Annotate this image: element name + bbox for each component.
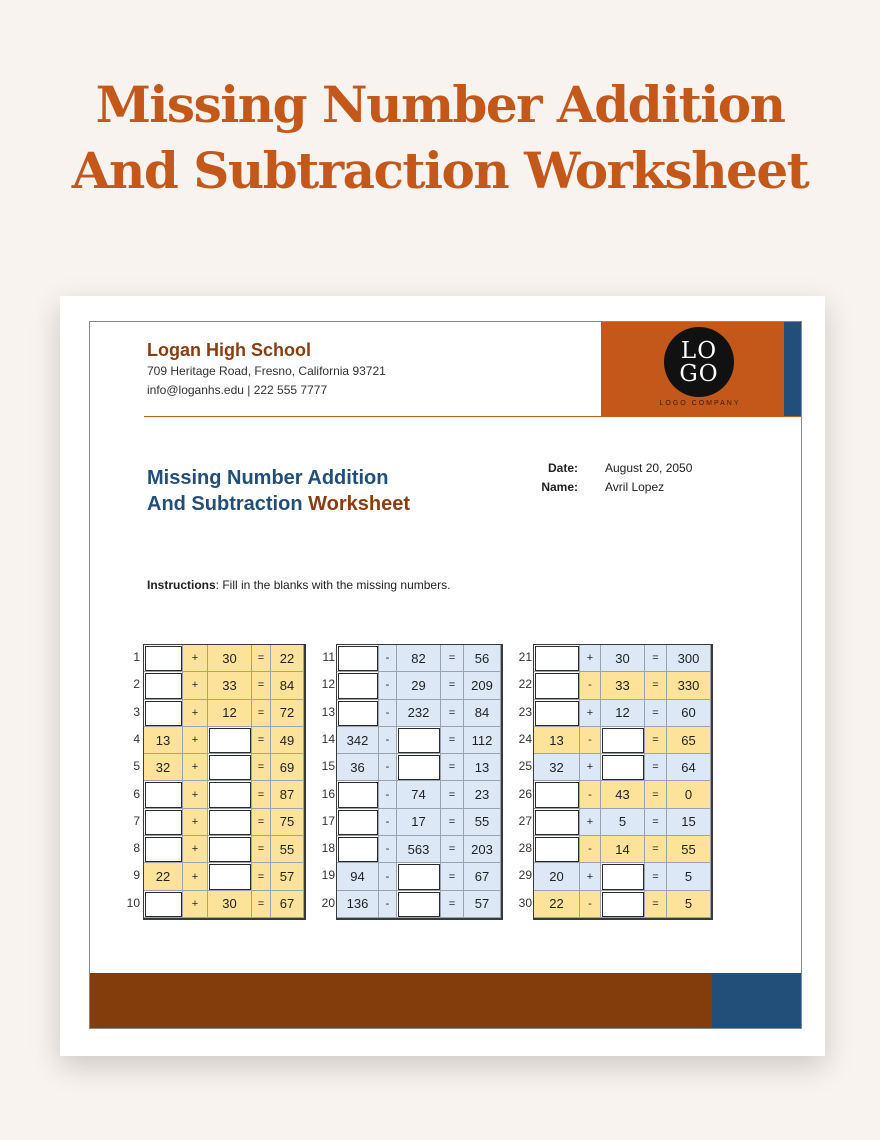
operand-a: 342 <box>337 727 379 754</box>
answer-blank[interactable] <box>337 809 379 836</box>
operator: - <box>580 836 601 863</box>
equals-sign: = <box>441 645 464 672</box>
problem-grid-1 <box>143 644 306 920</box>
operator: + <box>580 700 601 727</box>
equals-sign: = <box>645 809 667 836</box>
problem-row <box>144 781 304 808</box>
problem-number: 26 <box>518 786 532 801</box>
result: 22 <box>271 645 304 672</box>
problem-number: 11 <box>322 650 335 664</box>
operand-a: 32 <box>534 754 580 781</box>
footer-accent <box>712 973 802 1029</box>
problem-row <box>337 700 501 727</box>
operand-b: 29 <box>397 672 441 699</box>
answer-blank[interactable] <box>337 700 379 727</box>
answer-blank[interactable] <box>144 700 183 727</box>
name-label: Name: <box>541 480 578 494</box>
problem-row <box>144 727 304 754</box>
result: 209 <box>464 672 501 699</box>
instructions-label: Instructions <box>147 578 216 592</box>
logo-text-bottom: GO <box>679 361 719 387</box>
operator: + <box>183 727 208 754</box>
problem-row <box>144 891 304 918</box>
operator: + <box>580 754 601 781</box>
operator: + <box>183 891 208 918</box>
answer-blank[interactable] <box>208 727 252 754</box>
result: 112 <box>464 727 501 754</box>
operand-a: 36 <box>337 754 379 781</box>
problem-row <box>337 645 501 672</box>
worksheet-sheet <box>89 321 802 1029</box>
answer-blank[interactable] <box>397 863 441 890</box>
result: 64 <box>667 754 711 781</box>
school-address: 709 Heritage Road, Fresno, California 93721 <box>147 364 386 378</box>
operand-b: 17 <box>397 809 441 836</box>
operand-b: 33 <box>208 672 252 699</box>
problem-number: 15 <box>321 759 335 774</box>
problem-number: 1 <box>133 650 140 664</box>
equals-sign: = <box>252 754 271 781</box>
page-title-line2: And Subtraction Worksheet <box>71 141 809 200</box>
operator: - <box>379 645 397 672</box>
problem-number: 4 <box>133 731 140 746</box>
equals-sign: = <box>441 809 464 836</box>
instructions-text: : Fill in the blanks with the missing numbers. <box>215 578 451 592</box>
problem-number: 10 <box>126 895 140 910</box>
answer-blank[interactable] <box>534 700 580 727</box>
problem-row <box>337 727 501 754</box>
operator: + <box>183 672 208 699</box>
problem-number: 21 <box>518 650 532 664</box>
operand-a: 94 <box>337 863 379 890</box>
page-title-line1: Missing Number Addition <box>95 75 785 134</box>
operand-b: 5 <box>601 809 645 836</box>
operator: - <box>580 727 601 754</box>
equals-sign: = <box>252 809 271 836</box>
date-label: Date: <box>547 461 578 475</box>
page-title <box>0 72 880 204</box>
problem-number: 24 <box>518 731 532 746</box>
operator: - <box>580 781 601 808</box>
result: 0 <box>667 781 711 808</box>
answer-blank[interactable] <box>337 781 379 808</box>
problem-row <box>534 809 711 836</box>
answer-blank[interactable] <box>601 863 645 890</box>
result: 55 <box>667 836 711 863</box>
result: 55 <box>464 809 501 836</box>
operand-b: 30 <box>601 645 645 672</box>
operator: + <box>183 754 208 781</box>
result: 13 <box>464 754 501 781</box>
operator: - <box>379 754 397 781</box>
result: 60 <box>667 700 711 727</box>
answer-blank[interactable] <box>534 781 580 808</box>
answer-blank[interactable] <box>337 672 379 699</box>
result: 65 <box>667 727 711 754</box>
problem-number: 19 <box>321 868 335 883</box>
equals-sign: = <box>645 672 667 699</box>
equals-sign: = <box>441 891 464 918</box>
problem-number: 14 <box>321 731 335 746</box>
equals-sign: = <box>441 836 464 863</box>
problem-row <box>337 672 501 699</box>
result: 67 <box>464 863 501 890</box>
worksheet-title-main: And Subtraction <box>147 493 309 515</box>
equals-sign: = <box>441 754 464 781</box>
problem-row <box>337 863 501 890</box>
result: 72 <box>271 700 304 727</box>
logo-panel <box>601 322 784 416</box>
answer-blank[interactable] <box>534 645 580 672</box>
answer-blank[interactable] <box>144 672 183 699</box>
problem-grid-3 <box>533 644 713 920</box>
equals-sign: = <box>441 727 464 754</box>
result: 57 <box>464 891 501 918</box>
problem-row <box>534 836 711 863</box>
operator: + <box>183 809 208 836</box>
operand-b: 30 <box>208 891 252 918</box>
operator: - <box>379 863 397 890</box>
problem-number: 7 <box>133 813 140 828</box>
school-name: Logan High School <box>147 340 311 360</box>
problem-row <box>534 727 711 754</box>
problem-number: 22 <box>518 677 532 692</box>
equals-sign: = <box>252 836 271 863</box>
result: 57 <box>271 863 304 890</box>
problem-row <box>337 754 501 781</box>
result: 56 <box>464 645 501 672</box>
operator: - <box>379 672 397 699</box>
problem-row <box>144 836 304 863</box>
problem-number: 27 <box>518 813 532 828</box>
equals-sign: = <box>252 672 271 699</box>
problem-row <box>144 672 304 699</box>
operator: - <box>379 809 397 836</box>
result: 5 <box>667 891 711 918</box>
equals-sign: = <box>645 700 667 727</box>
equals-sign: = <box>645 754 667 781</box>
result: 23 <box>464 781 501 808</box>
equals-sign: = <box>252 645 271 672</box>
operand-b: 563 <box>397 836 441 863</box>
problem-row <box>534 700 711 727</box>
result: 69 <box>271 754 304 781</box>
equals-sign: = <box>645 645 667 672</box>
result: 84 <box>464 700 501 727</box>
result: 67 <box>271 891 304 918</box>
result: 87 <box>271 781 304 808</box>
equals-sign: = <box>252 700 271 727</box>
problem-number: 2 <box>133 677 140 692</box>
result: 203 <box>464 836 501 863</box>
equals-sign: = <box>441 700 464 727</box>
problem-number: 20 <box>321 895 335 910</box>
operand-b: 33 <box>601 672 645 699</box>
equals-sign: = <box>645 836 667 863</box>
answer-blank[interactable] <box>337 645 379 672</box>
answer-blank[interactable] <box>397 754 441 781</box>
equals-sign: = <box>252 727 271 754</box>
problem-number: 16 <box>321 786 335 801</box>
problem-number: 5 <box>133 759 140 774</box>
operand-b: 82 <box>397 645 441 672</box>
result: 55 <box>271 836 304 863</box>
problem-row <box>534 781 711 808</box>
result: 300 <box>667 645 711 672</box>
worksheet-paper <box>60 296 825 1056</box>
problem-number: 12 <box>321 677 335 692</box>
operator: - <box>379 781 397 808</box>
equals-sign: = <box>252 781 271 808</box>
answer-blank[interactable] <box>397 891 441 918</box>
answer-blank[interactable] <box>208 781 252 808</box>
problem-number: 3 <box>133 704 140 719</box>
result: 75 <box>271 809 304 836</box>
footer-band <box>90 973 712 1029</box>
problem-row <box>337 809 501 836</box>
operator: + <box>183 700 208 727</box>
result: 330 <box>667 672 711 699</box>
answer-blank[interactable] <box>601 727 645 754</box>
operand-b: 12 <box>208 700 252 727</box>
operator: + <box>580 645 601 672</box>
equals-sign: = <box>441 863 464 890</box>
worksheet-title-line1: Missing Number Addition <box>147 467 389 489</box>
result: 49 <box>271 727 304 754</box>
name-value: Avril Lopez <box>605 480 665 494</box>
answer-blank[interactable] <box>534 809 580 836</box>
equals-sign: = <box>645 727 667 754</box>
problem-row <box>144 863 304 890</box>
instructions <box>147 578 450 592</box>
equals-sign: = <box>441 672 464 699</box>
operand-a: 22 <box>144 863 183 890</box>
problem-row <box>144 809 304 836</box>
problem-number: 13 <box>321 704 335 719</box>
equals-sign: = <box>252 863 271 890</box>
answer-blank[interactable] <box>208 836 252 863</box>
problem-number: 18 <box>321 841 335 856</box>
operand-a: 22 <box>534 891 580 918</box>
answer-blank[interactable] <box>208 863 252 890</box>
operator: + <box>183 781 208 808</box>
operand-a: 136 <box>337 891 379 918</box>
school-contact[interactable]: info@loganhs.edu | 222 555 7777 <box>147 383 328 397</box>
answer-blank[interactable] <box>534 836 580 863</box>
date-value: August 20, 2050 <box>605 461 693 475</box>
operator: - <box>379 891 397 918</box>
operand-b: 30 <box>208 645 252 672</box>
answer-blank[interactable] <box>337 836 379 863</box>
problem-number: 28 <box>518 841 532 856</box>
operator: - <box>379 727 397 754</box>
answer-blank[interactable] <box>601 754 645 781</box>
operand-a: 13 <box>534 727 580 754</box>
problem-number: 30 <box>518 895 532 910</box>
problem-row <box>534 863 711 890</box>
problem-row <box>144 754 304 781</box>
operand-b: 43 <box>601 781 645 808</box>
equals-sign: = <box>645 891 667 918</box>
problem-grid-2 <box>336 644 503 920</box>
operator: + <box>580 809 601 836</box>
problem-row <box>534 645 711 672</box>
problem-row <box>144 645 304 672</box>
result: 5 <box>667 863 711 890</box>
operator: - <box>379 836 397 863</box>
problem-number: 17 <box>321 813 335 828</box>
problem-number: 8 <box>133 841 140 856</box>
equals-sign: = <box>441 781 464 808</box>
problem-row <box>534 672 711 699</box>
problem-row <box>144 700 304 727</box>
answer-blank[interactable] <box>208 809 252 836</box>
problem-number: 6 <box>133 786 140 801</box>
equals-sign: = <box>252 891 271 918</box>
worksheet-title-line2 <box>147 491 410 517</box>
answer-blank[interactable] <box>144 836 183 863</box>
operator: + <box>183 645 208 672</box>
header-divider <box>144 416 802 417</box>
operator: + <box>183 836 208 863</box>
answer-blank[interactable] <box>208 754 252 781</box>
answer-blank[interactable] <box>144 781 183 808</box>
problem-row <box>337 836 501 863</box>
answer-blank[interactable] <box>534 672 580 699</box>
problem-row <box>534 754 711 781</box>
operator: - <box>580 891 601 918</box>
operand-b: 74 <box>397 781 441 808</box>
problem-number: 23 <box>518 704 532 719</box>
result: 84 <box>271 672 304 699</box>
operand-a: 32 <box>144 754 183 781</box>
equals-sign: = <box>645 781 667 808</box>
problem-row <box>337 781 501 808</box>
operand-a: 13 <box>144 727 183 754</box>
operand-a: 20 <box>534 863 580 890</box>
problem-row <box>534 891 711 918</box>
answer-blank[interactable] <box>144 809 183 836</box>
logo-caption: LOGO COMPANY <box>659 400 741 407</box>
worksheet-title-accent: Worksheet <box>308 493 410 515</box>
logo-text-top: LO <box>680 338 718 364</box>
operator: + <box>580 863 601 890</box>
operand-b: 12 <box>601 700 645 727</box>
answer-blank[interactable] <box>601 891 645 918</box>
header-accent-strip <box>784 322 802 416</box>
logo-icon <box>664 327 734 397</box>
problem-number: 9 <box>133 868 140 883</box>
operator: - <box>379 700 397 727</box>
problem-row <box>337 891 501 918</box>
equals-sign: = <box>645 863 667 890</box>
answer-blank[interactable] <box>144 891 183 918</box>
operator: + <box>183 863 208 890</box>
result: 15 <box>667 809 711 836</box>
operand-b: 232 <box>397 700 441 727</box>
problem-number: 29 <box>518 868 532 883</box>
problem-number: 25 <box>518 759 532 774</box>
operand-b: 14 <box>601 836 645 863</box>
operator: - <box>580 672 601 699</box>
answer-blank[interactable] <box>144 645 183 672</box>
worksheet-title <box>147 465 410 517</box>
answer-blank[interactable] <box>397 727 441 754</box>
